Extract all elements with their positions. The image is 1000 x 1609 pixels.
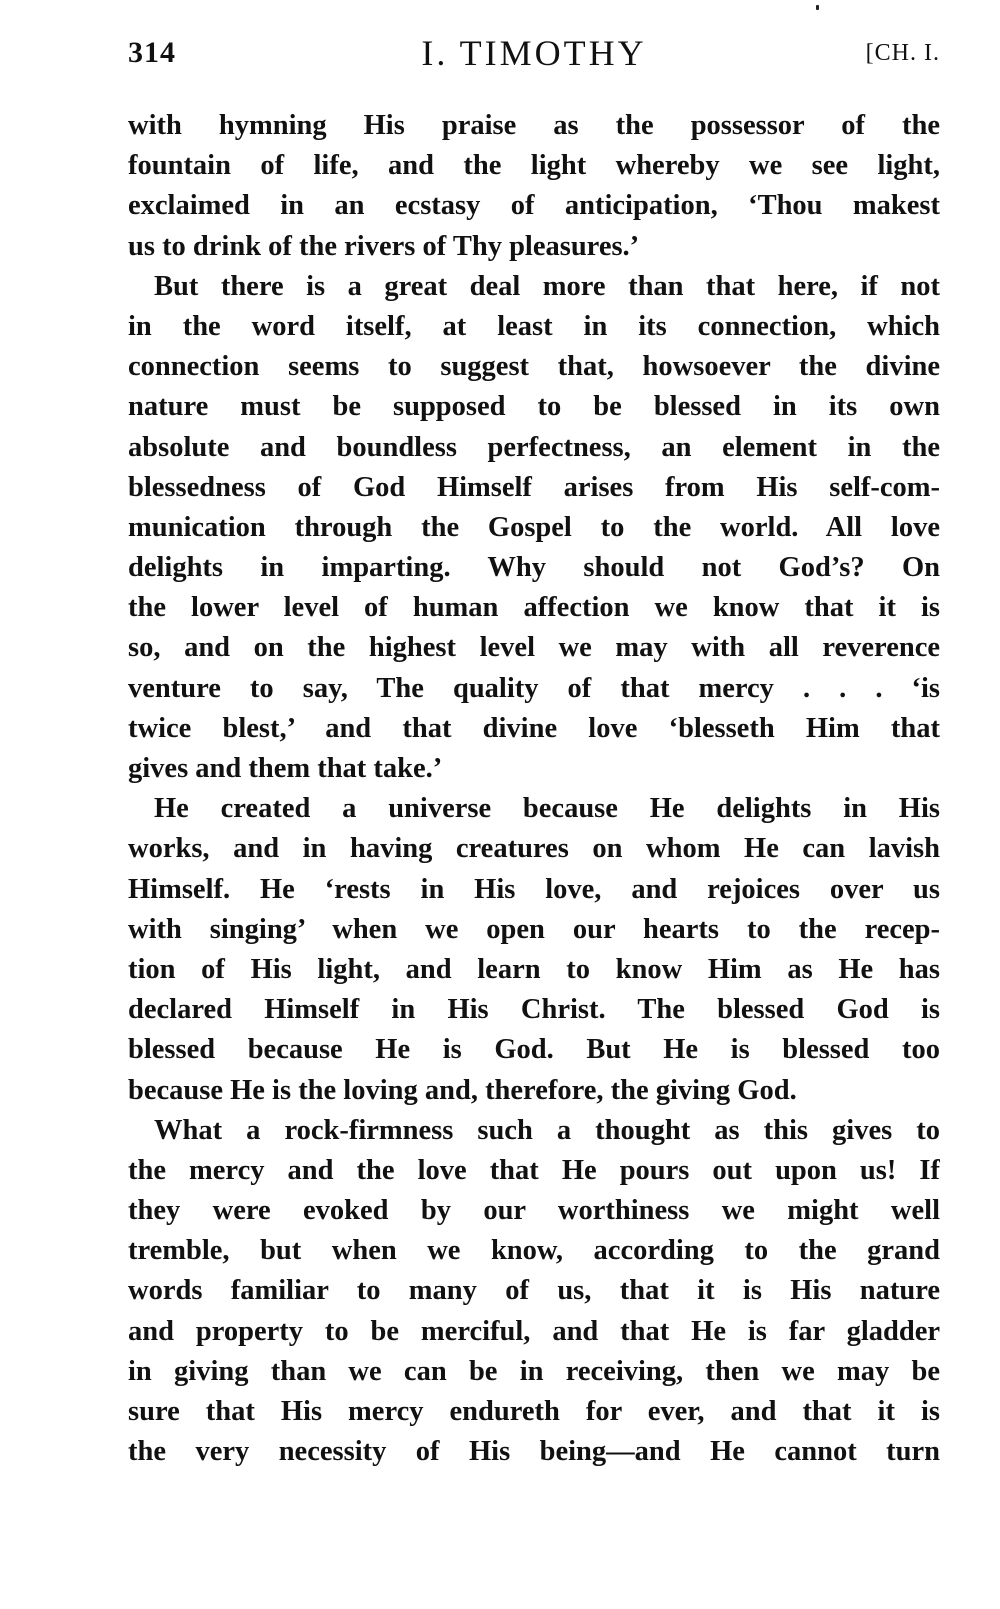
paragraph	[128, 267, 940, 789]
text-line: tion of His light, and learn to know Him as He has	[128, 953, 940, 985]
paragraph	[128, 106, 940, 267]
text-line: in giving than we can be in receiving, then we may be	[128, 1355, 940, 1387]
text-line: venture to say, The quality of that mercy . . . ‘is	[128, 672, 940, 704]
page-number: 314	[128, 36, 176, 69]
running-head	[128, 32, 940, 82]
text-line: But there is a great deal more than that here, if not	[154, 270, 940, 302]
text-line: fountain of life, and the light whereby we see light,	[128, 150, 940, 182]
text-line: the lower level of human affection we know that it is	[128, 592, 940, 624]
text-line: in the word itself, at least in its connection, which	[128, 310, 940, 342]
text-line: blessedness of God Himself arises from His self-com-	[128, 471, 940, 503]
text-line: because He is the loving and, therefore, the giving God.	[128, 1074, 797, 1106]
body-text	[128, 106, 940, 1472]
text-line: so, and on the highest level we may with all reverence	[128, 632, 940, 664]
text-line: they were evoked by our worthiness we might well	[128, 1195, 940, 1227]
text-line: the very necessity of His being—and He cannot turn	[128, 1436, 940, 1468]
text-line: declared Himself in His Christ. The blessed God is	[128, 994, 940, 1026]
text-line: with hymning His praise as the possessor of the	[128, 110, 940, 141]
ink-speck	[816, 5, 819, 10]
paragraph	[128, 789, 940, 1111]
text-line: and property to be merciful, and that He is far gladder	[128, 1315, 940, 1347]
book-title: I. TIMOTHY	[421, 33, 647, 73]
text-line: gives and them that take.’	[128, 753, 443, 784]
text-line: nature must be supposed to be blessed in its own	[128, 391, 940, 423]
chapter-reference: [CH. I.	[865, 40, 940, 66]
text-line: exclaimed in an ecstasy of anticipation, ‘Thou makest	[128, 190, 940, 222]
text-line: blessed because He is God. But He is blessed too	[128, 1034, 940, 1066]
text-line: works, and in having creatures on whom He can lavish	[128, 833, 940, 865]
text-line: tremble, but when we know, according to the grand	[128, 1235, 940, 1267]
text-line: absolute and boundless perfectness, an element in the	[128, 431, 940, 463]
text-line: us to drink of the rivers of Thy pleasures.’	[128, 230, 640, 262]
text-line: delights in imparting. Why should not God’s? On	[128, 552, 940, 584]
text-line: twice blest,’ and that divine love ‘blesseth Him that	[128, 712, 940, 744]
text-line: connection seems to suggest that, howsoever the divine	[128, 351, 940, 383]
text-line: munication through the Gospel to the world. All love	[128, 511, 940, 543]
text-line: sure that His mercy endureth for ever, and that it is	[128, 1396, 940, 1427]
text-line: words familiar to many of us, that it is His nature	[128, 1275, 940, 1307]
text-line: the mercy and the love that He pours out upon us! If	[128, 1154, 940, 1186]
text-line: Himself. He ‘rests in His love, and rejoices over us	[128, 873, 940, 905]
text-line: He created a universe because He delights in His	[154, 793, 940, 825]
paragraph	[128, 1111, 940, 1473]
text-line: with singing’ when we open our hearts to the recep-	[128, 913, 940, 945]
text-line: What a rock-firmness such a thought as this gives to	[154, 1114, 940, 1146]
